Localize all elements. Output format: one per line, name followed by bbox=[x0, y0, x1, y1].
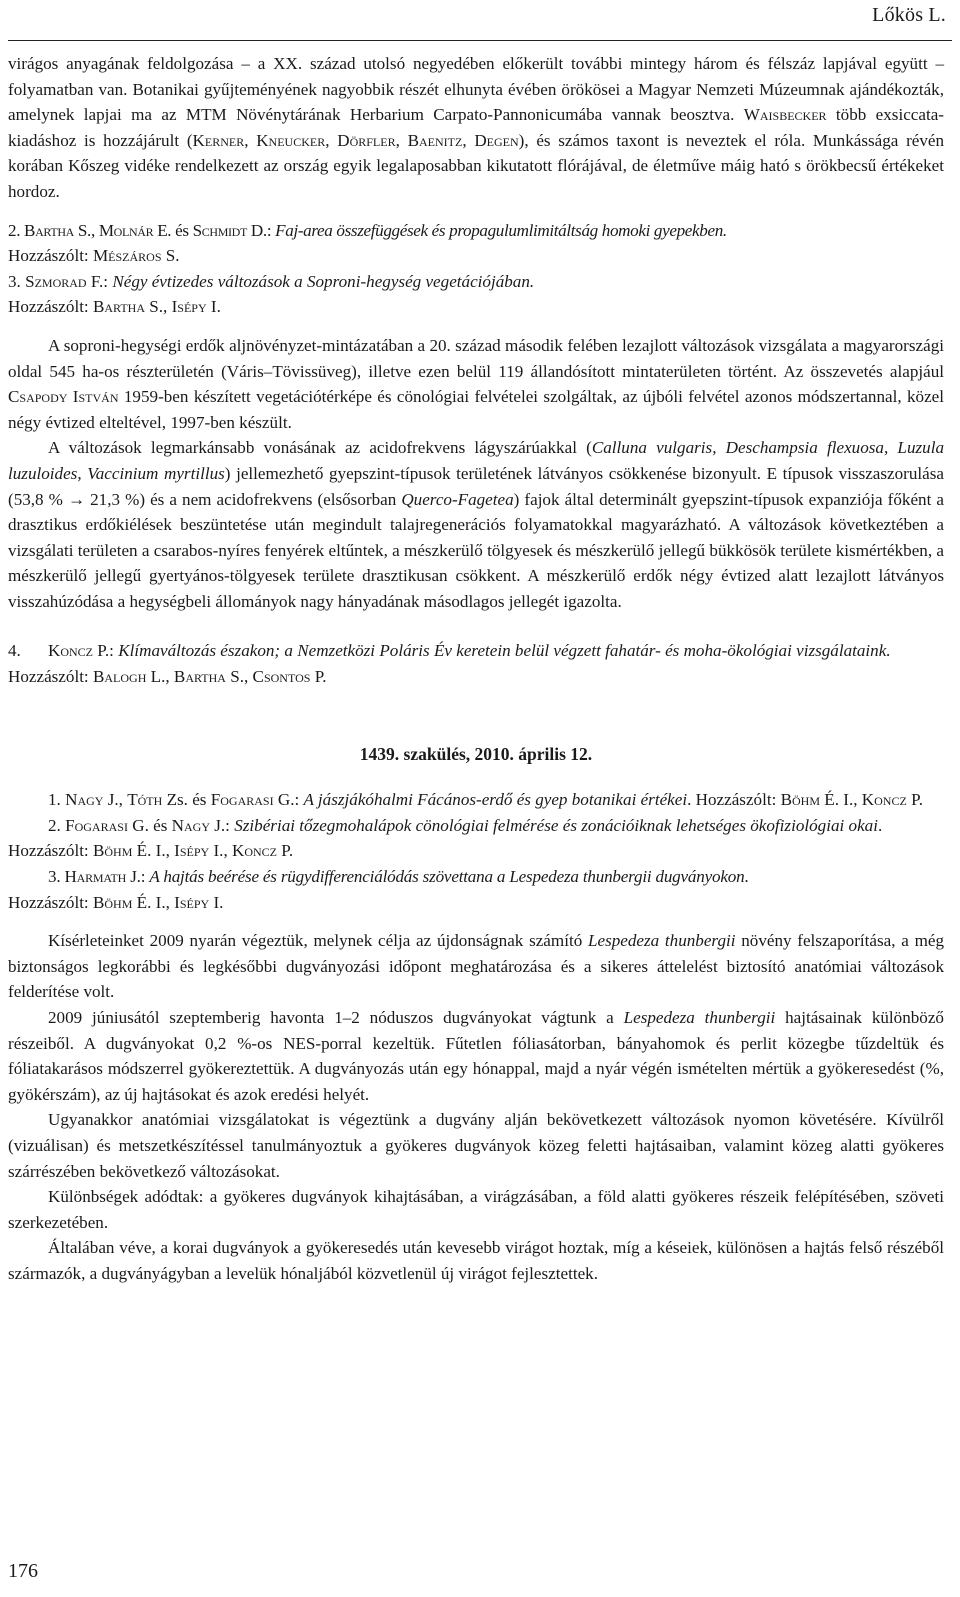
talk-2-comments: Hozzászólt: Mészáros S. bbox=[8, 246, 180, 266]
abstract-3-paragraph-1: A soproni-hegységi erdők aljnövényzet-mintázatában a 20. század második felében lezajlott változások vizsgálata a magyarországi oldal 545 ha-os részterületén (Váris–Tövissüveg), illetve ezen belül 119 állandósított mintaterületen történt. Az összevetés alapjául Csapody István 1959-ben készített vegetációtérképe és cönológiai felvételei szolgáltak, az újbóli felvétel azonos módszertannal, közel négy évtized elteltével, 1997-ben készült. bbox=[8, 335, 945, 432]
person-name: Waisbecker bbox=[743, 105, 827, 125]
talk-title: Szibériai tőzegmohalápok cönológiai felmérése és zonációiknak lehetséges ökofiziológiai okai bbox=[234, 815, 878, 835]
session-talk-1-entry: 1. Nagy J., Tóth Zs. és Fogarasi G.: A jászjákóhalmi Fácános-erdő és gyep botanikai értékei. Hozzászólt: Böhm É. I., Koncz P. bbox=[48, 790, 923, 810]
talk-title: A hajtás beérése és rügydifferenciálódás szövettana a Lespedeza thunbergii dugványokon bbox=[149, 867, 745, 887]
arrow-icon: → bbox=[67, 489, 86, 509]
session-talk-2-entry: 2. Fogarasi G. és Nagy J.: Szibériai tőzegmohalápok cönológiai felmérése és zonációiknak lehetséges ökofiziológiai okai. bbox=[48, 815, 883, 835]
page-number: 176 bbox=[8, 1560, 38, 1582]
person-name: Baenitz bbox=[407, 130, 463, 150]
header-rule bbox=[8, 40, 952, 41]
abstract-s3-paragraph-2: 2009 júniusától szeptemberig havonta 1–2 nóduszos dugványokat vágtunk a Lespedeza thunbergii hajtásainak különböző részeiből. A dugványokat 0,2 %-os NES-porral kezeltük. Fűtetlen fóliasátorban, bányahomok és perlit közegbe tűzdeltük és fóliatakarásos módszerrel gyökereztettük. A dugványozás után egy hónappal, majd a nyár végén ismételten mértük a gyökeresedést (%, gyökérszám), az új hajtásokat és azok eredési helyét. bbox=[8, 1008, 944, 1104]
talk-4-comments: Hozzászólt: Balogh L., Bartha S., Csontos P. bbox=[8, 667, 327, 687]
session-talk-2-comments: Hozzászólt: Böhm É. I., Isépy I., Koncz P. bbox=[8, 841, 294, 861]
talk-title: Klímaváltozás északon; a Nemzetközi Poláris Év keretein belül végzett fahatár- és moha-ökológiai vizsgálataink. bbox=[118, 641, 891, 661]
person-name: Kerner bbox=[192, 130, 245, 150]
person-name: Degen bbox=[474, 130, 519, 150]
running-header-author: Lőkös L. bbox=[872, 4, 946, 26]
person-name: Dörfler bbox=[337, 130, 396, 150]
intro-paragraph: virágos anyagának feldolgozása – a XX. század utolsó negyedében előkerült további mintegy három és félszáz lapjával együtt – folyamatban van. Botanikai gyűjteményének nagyobbik részét elhunyta évében örökösei a Magyar Nemzeti Múzeumnak ajándékozták, amelynek lapjai ma az MTM Növénytárának Herbarium Carpato-Pannonicumába vannak beosztva. Waisbecker több exsiccata-kiadáshoz is hozzájárult (Kerner, Kneucker, Dörfler, Baenitz, Degen), és számos taxont is neveztek el róla. Munkássága révén korában Kőszeg vidéke rendelkezett az ország egyik legalaposabban kikutatott flórájával, de életműve máig ható s örökbecsű értékeket hordoz. bbox=[8, 54, 945, 201]
session-talk-3-comments: Hozzászólt: Böhm É. I., Isépy I. bbox=[8, 892, 224, 912]
abstract-s3-paragraph-5: Általában véve, a korai dugványok a gyökeresedés után kevesebb virágot hoztak, míg a késeiek, különösen a hajtás felső részéből származók, a dugványágyban a levelük hónaljából közvetlenül új virágot fejlesztettek. bbox=[8, 1238, 944, 1283]
session-heading: 1439. szakülés, 2010. április 12. bbox=[359, 743, 593, 764]
session-talk-3-entry: 3. Harmath J.: A hajtás beérése és rügydifferenciálódás szövettana a Lespedeza thunbergii dugványokon. bbox=[48, 867, 749, 887]
abstract-s3-paragraph-4: Különbségek adódtak: a gyökeres dugványok kihajtásában, a virágzásában, a föld alatti gyökeres részeik felépítésében, szöveti szerkezetében. bbox=[8, 1187, 944, 1232]
page-body bbox=[8, 51, 944, 1287]
abstract-s3-paragraph-1: Kísérleteinket 2009 nyarán végeztük, melynek célja az újdonságnak számító Lespedeza thunbergii növény felszaporítása, a még biztonságos legkorábbi és legkésőbbi dugványozási időpont meghatározása és a sikeres áttelelést biztosító anatómiai változások felderítése volt. bbox=[8, 931, 944, 1002]
talk-title: Négy évtizedes változások a Soproni-hegység vegetációjában. bbox=[112, 271, 535, 291]
abstract-3-paragraph-2: A változások legmarkánsabb vonásának az acidofrekvens lágyszárúakkal (Calluna vulgaris, Deschampsia flexuosa, Luzula luzuloides, Vaccinium myrtillus) jellemezhető gyepszint-típusok területének látványos csökkenése bizonyult. E típusok visszaszorulása (53,8 % → 21,3 %) és a nem acidofrekvens (elsősorban Querco-Fagetea) fajok által determinált gyepszint-típusok expanziója főként a drasztikus erdőkiélések beszüntetése után megindult talajregenerációs folyamatokkal magyarázható. A változások következtében a vizsgálati területen a csarabos-nyíres fenyérek eltűntek, a mészkerülő tölgyesek és mészkerülő jellegű bükkösök területe kismértékben, a mészkerülő jellegű gyertyános-tölgyesek területe drasztikusan csökkent. A mészkerülő erdők négy évtized alatt lezajlott látványos visszahúzódása a hegységbeli állományok nagy hányadának másodlagos jellegét igazolta. bbox=[8, 438, 944, 611]
talk-2-entry: 2. Bartha S., Molnár E. és Schmidt D.: Faj-area összefüggések és propagulumlimitáltság homoki gyepekben. bbox=[8, 220, 727, 240]
person-name: Kneucker bbox=[256, 130, 326, 150]
talk-4-entry: 4.Koncz P.: Klímaváltozás északon; a Nemzetközi Poláris Év keretein belül végzett fahatár- és moha-ökológiai vizsgálataink. bbox=[8, 641, 891, 661]
talk-3-entry: 3. Szmorad F.: Négy évtizedes változások a Soproni-hegység vegetációjában. bbox=[8, 271, 535, 291]
talk-3-comments: Hozzászólt: Bartha S., Isépy I. bbox=[8, 297, 221, 317]
talk-title: Faj-area összefüggések és propagulumlimitáltság homoki gyepekben. bbox=[275, 220, 727, 240]
talk-title: A jászjákóhalmi Fácános-erdő és gyep botanikai értékei bbox=[303, 790, 688, 810]
abstract-s3-paragraph-3: Ugyanakkor anatómiai vizsgálatokat is végeztünk a dugvány alján bekövetkezett változások nyomon követésére. Kívülről (vizuálisan) és metszetkészítéssel tanulmányoztuk a gyökeres dugványok közeg feletti hajtásaiban, valamint közeg alatti gyökeres szárrészében bekövetkező változásokat. bbox=[8, 1110, 944, 1181]
